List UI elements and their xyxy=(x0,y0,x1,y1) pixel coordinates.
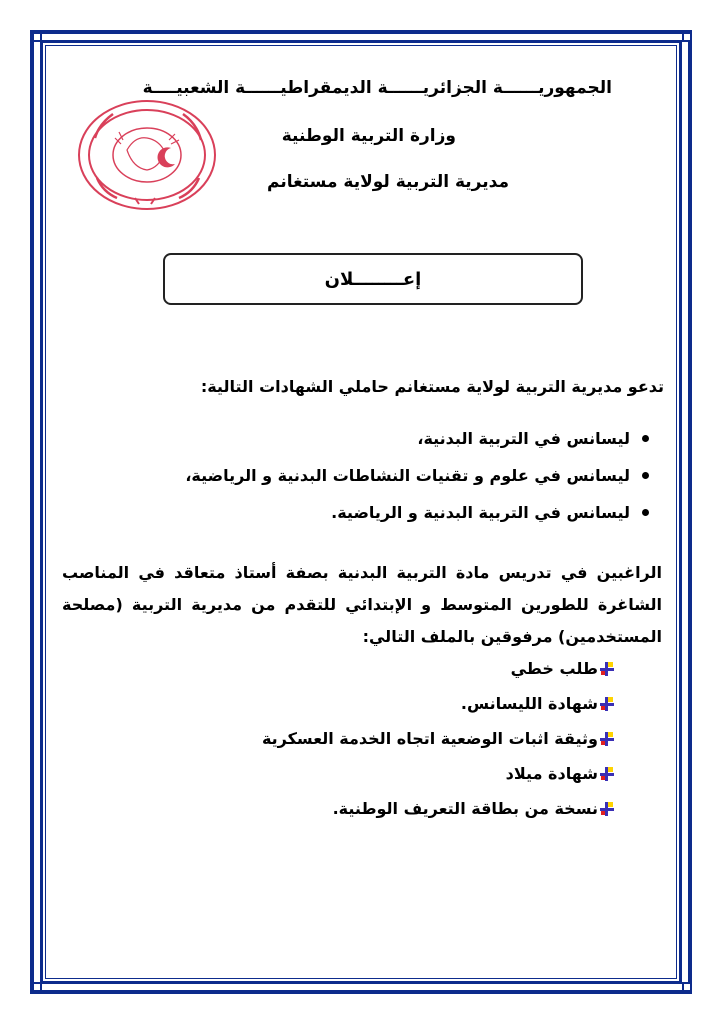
degree-item xyxy=(185,420,649,457)
document-item xyxy=(262,651,614,686)
degree-item xyxy=(185,494,649,531)
border-corner-bottom-left xyxy=(32,982,42,992)
required-documents-list xyxy=(262,651,614,826)
degree-label: ليسانس في التربية البدنية و الرياضية. xyxy=(331,503,630,522)
directorate-name: مديرية التربية لولاية مستغانم xyxy=(267,172,509,192)
plus-bullet-icon xyxy=(600,732,614,746)
degree-label: ليسانس في علوم و تقنيات النشاطات البدنية و الرياضية، xyxy=(185,466,630,485)
document-label: شهادة الليسانس. xyxy=(460,694,598,713)
document-item xyxy=(262,756,614,791)
document-label: وثيقة اثبات الوضعية اتجاه الخدمة العسكرية xyxy=(261,729,598,748)
degree-item xyxy=(185,457,649,494)
official-stamp xyxy=(75,98,220,213)
requirements-paragraph: الراغبين في تدريس مادة التربية البدنية بصفة أستاذ متعاقد في المناصب الشاغرة للطورين المتوسط و الإبتدائي للتقدم من مديرية التربية (مصلحة المستخدمين) مرفوقين بالملف التالي: xyxy=(62,563,662,646)
ministry-name: وزارة التربية الوطنية xyxy=(281,126,456,146)
degree-label: ليسانس في التربية البدنية، xyxy=(417,429,630,448)
intro-text: تدعو مديرية التربية لولاية مستغانم حاملي الشهادات التالية: xyxy=(200,377,664,396)
plus-bullet-icon xyxy=(600,802,614,816)
document-item xyxy=(262,791,614,826)
plus-bullet-icon xyxy=(600,767,614,781)
bullet-icon xyxy=(642,435,649,442)
border-corner-top-right xyxy=(682,32,692,42)
bullet-icon xyxy=(642,472,649,479)
border-corner-top-left xyxy=(32,32,42,42)
announcement-title: إعــــــــلان xyxy=(324,268,422,290)
republic-name: الجمهوريــــــة الجزائريــــــة الديمقراطيــــــة الشعبيــــة xyxy=(142,78,612,98)
document-label: نسخة من بطاقة التعريف الوطنية. xyxy=(332,799,598,818)
bullet-icon xyxy=(642,509,649,516)
plus-bullet-icon xyxy=(600,662,614,676)
document-item xyxy=(262,686,614,721)
plus-bullet-icon xyxy=(600,697,614,711)
document-label: شهادة ميلاد xyxy=(505,764,598,783)
degree-list xyxy=(185,420,649,531)
announcement-title-box xyxy=(163,253,583,305)
border-corner-bottom-right xyxy=(682,982,692,992)
document-label: طلب خطي xyxy=(510,659,598,678)
document-item xyxy=(262,721,614,756)
